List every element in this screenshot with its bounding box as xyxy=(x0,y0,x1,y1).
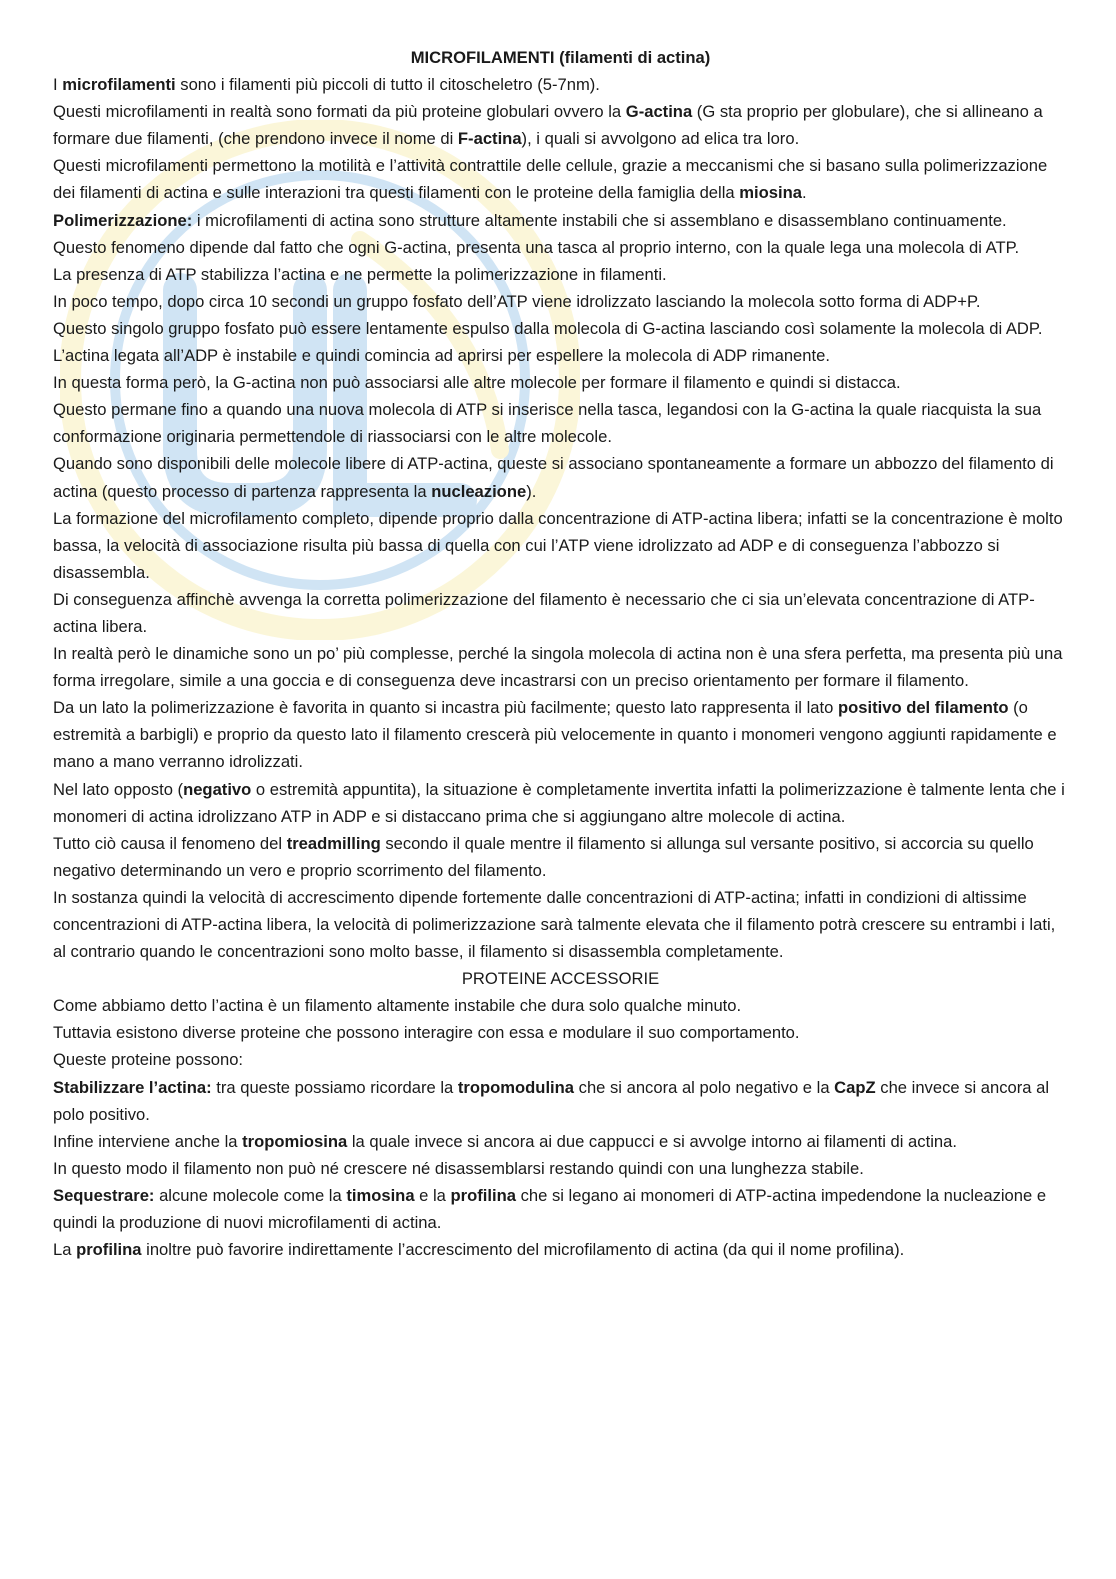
text-run: Di conseguenza affinchè avvenga la corretta polimerizzazione del filamento è necessario che ci sia un’elevata concentrazione di ATP-actina libera. xyxy=(53,589,1035,636)
bold-term: Stabilizzare l’actina: xyxy=(53,1077,212,1097)
text-run: Quando sono disponibili delle molecole libere di ATP-actina, queste si associano spontaneamente a formare un abbozzo del filamento di actina (questo processo di partenza rappresenta la xyxy=(53,454,1054,501)
bold-term: tropomodulina xyxy=(457,1077,575,1097)
bold-term: CapZ xyxy=(834,1077,876,1097)
text-run: Nel lato opposto ( xyxy=(53,779,184,799)
bold-term: positivo del filamento xyxy=(837,698,1009,718)
paragraph xyxy=(53,694,1068,775)
bold-term: microfilamenti xyxy=(62,75,176,95)
text-run: la quale invece si ancora ai due cappucci e si avvolge intorno ai filamenti di actina. xyxy=(347,1131,957,1151)
bold-term: Sequestrare: xyxy=(53,1185,155,1205)
paragraph xyxy=(53,207,1068,234)
paragraph xyxy=(53,342,1068,369)
text-run: Da un lato la polimerizzazione è favorita in quanto si incastra più facilmente; questo lato rappresenta il lato xyxy=(53,698,838,718)
text-run: In realtà però le dinamiche sono un po’ più complesse, perché la singola molecola di actina non è una sfera perfetta, ma presenta più una forma irregolare, simile a una goccia e di conseguenza deve incastrarsi con un preciso orientamento per formare il filamento. xyxy=(53,644,1063,691)
text-run: ), i quali si avvolgono ad elica tra loro. xyxy=(521,129,800,149)
paragraph xyxy=(53,640,1068,694)
text-run: In questo modo il filamento non può né crescere né disassemblarsi restando quindi con una lunghezza stabile. xyxy=(53,1158,864,1178)
bold-term: G-actina xyxy=(625,102,693,122)
bold-term: tropomiosina xyxy=(242,1131,348,1151)
bold-term: F-actina xyxy=(457,129,522,149)
text-run: sono i filamenti più piccoli di tutto il citoscheletro (5-7nm). xyxy=(175,75,600,95)
paragraph xyxy=(53,1236,1068,1263)
paragraph xyxy=(53,450,1068,504)
paragraph xyxy=(53,369,1068,396)
text-run: In questa forma però, la G-actina non può associarsi alle altre molecole per formare il filamento e quindi si distacca. xyxy=(53,373,901,393)
bold-term: Polimerizzazione: xyxy=(53,210,193,230)
text-run: Questo permane fino a quando una nuova molecola di ATP si inserisce nella tasca, legandosi con la G-actina la quale riacquista la sua conformazione originaria permettendole di riassociarsi con le altre molecole. xyxy=(53,400,1042,447)
text-run: PROTEINE ACCESSORIE xyxy=(461,969,660,989)
document-body xyxy=(53,71,1068,1263)
bold-term: negativo xyxy=(183,779,252,799)
text-run: Tuttavia esistono diverse proteine che possono interagire con essa e modulare il suo comportamento. xyxy=(53,1023,800,1043)
text-run: che si ancora al polo negativo e la xyxy=(574,1077,835,1097)
bold-term: nucleazione xyxy=(431,481,527,501)
document-title: MICROFILAMENTI (filamenti di actina) xyxy=(410,48,711,67)
paragraph xyxy=(53,71,1068,98)
text-run: tra queste possiamo ricordare la xyxy=(211,1077,458,1097)
text-run: La xyxy=(53,1240,77,1260)
paragraph xyxy=(53,1046,1068,1073)
text-run: Questo singolo gruppo fosfato può essere lentamente espulso dalla molecola di G-actina lasciando così solamente la molecola di ADP. xyxy=(53,318,1043,338)
text-run: (G sta proprio per globulare), che si allineano a formare due filamenti, (che prendono invece il nome di xyxy=(53,102,1043,149)
paragraph xyxy=(53,234,1068,261)
bold-term: timosina xyxy=(346,1185,415,1205)
document-page xyxy=(53,44,1068,1263)
paragraph xyxy=(53,1074,1068,1128)
text-run: e la xyxy=(414,1185,451,1205)
text-run: Questi microfilamenti in realtà sono formati da più proteine globulari ovvero la xyxy=(53,102,626,122)
bold-term: profilina xyxy=(450,1185,516,1205)
paragraph xyxy=(53,1182,1068,1236)
text-run: inoltre può favorire indirettamente l’accrescimento del microfilamento di actina (da qui il nome profilina). xyxy=(141,1240,905,1260)
text-run: La presenza di ATP stabilizza l’actina e ne permette la polimerizzazione in filamenti. xyxy=(53,264,667,284)
text-run: Come abbiamo detto l’actina è un filamento altamente instabile che dura solo qualche minuto. xyxy=(53,996,742,1016)
text-run: L’actina legata all’ADP è instabile e quindi comincia ad aprirsi per espellere la molecola di ADP rimanente. xyxy=(53,346,830,366)
text-run: Infine interviene anche la xyxy=(53,1131,243,1151)
paragraph xyxy=(53,98,1068,152)
bold-term: treadmilling xyxy=(286,833,381,853)
paragraph xyxy=(53,884,1068,965)
text-run: o estremità appuntita), la situazione è completamente invertita infatti la polimerizzazione è talmente lenta che i monomeri di actina idrolizzano ATP in ADP e si distaccano prima che si aggiungano altre molecole di actina. xyxy=(53,779,1065,826)
text-run: secondo il quale mentre il filamento si allunga sul versante positivo, si accorcia su quello negativo determinando un vero e proprio scorrimento del filamento. xyxy=(53,833,1034,880)
text-run: i microfilamenti di actina sono strutture altamente instabili che si assemblano e disassemblano continuamente. xyxy=(192,210,1007,230)
section-heading xyxy=(53,965,1068,992)
paragraph xyxy=(53,505,1068,586)
paragraph xyxy=(53,315,1068,342)
paragraph xyxy=(53,1019,1068,1046)
paragraph xyxy=(53,396,1068,450)
text-run: Tutto ciò causa il fenomeno del xyxy=(53,833,287,853)
text-run: (o estremità a barbigli) e proprio da questo lato il filamento crescerà più velocemente in quanto i monomeri vengono aggiunti rapidamente e mano a mano verranno idrolizzati. xyxy=(53,698,1057,772)
text-run: che si legano ai monomeri di ATP-actina impedendone la nucleazione e quindi la produzione di nuovi microfilamenti di actina. xyxy=(53,1185,1047,1233)
text-run: Questo fenomeno dipende dal fatto che ogni G-actina, presenta una tasca al proprio interno, con la quale lega una molecola di ATP. xyxy=(53,237,1020,257)
text-run: Questi microfilamenti permettono la motilità e l’attività contrattile delle cellule, grazie a meccanismi che si basano sulla polimerizzazione dei filamenti di actina e sulle interazioni tra questi filamenti con le proteine della famiglia della xyxy=(53,156,1048,203)
paragraph xyxy=(53,1128,1068,1155)
text-run: I xyxy=(53,75,63,95)
text-run: In poco tempo, dopo circa 10 secondi un gruppo fosfato dell’ATP viene idrolizzato lasciando la molecola sotto forma di ADP+P. xyxy=(53,291,981,311)
paragraph xyxy=(53,992,1068,1019)
paragraph xyxy=(53,288,1068,315)
text-run: In sostanza quindi la velocità di accrescimento dipende fortemente dalle concentrazioni di ATP-actina; infatti in condizioni di altissime concentrazioni di ATP-actina libera, la velocità di polimerizzazione sarà talmente elevata che il filamento potrà crescere su entrambi i lati, al contrario quando le concentrazioni sono molto basse, il filamento si disassembla completamente. xyxy=(53,887,1056,962)
text-run: che invece si ancora al polo positivo. xyxy=(53,1077,1050,1124)
text-run: alcune molecole come la xyxy=(154,1185,347,1205)
text-run: La formazione del microfilamento completo, dipende proprio dalla concentrazione di ATP-actina libera; infatti se la concentrazione è molto bassa, la velocità di associazione risulta più bassa di quella con cui l’ATP viene idrolizzato ad ADP e di conseguenza l’abbozzo si disassembla. xyxy=(53,508,1063,582)
bold-term: miosina xyxy=(739,183,802,203)
paragraph xyxy=(53,152,1068,206)
paragraph xyxy=(53,261,1068,288)
paragraph xyxy=(53,830,1068,884)
bold-term: profilina xyxy=(76,1240,142,1260)
text-run: ). xyxy=(526,481,537,501)
paragraph xyxy=(53,776,1068,830)
text-run: . xyxy=(801,183,807,203)
paragraph xyxy=(53,1155,1068,1182)
text-run: Queste proteine possono: xyxy=(53,1050,244,1070)
paragraph xyxy=(53,586,1068,640)
